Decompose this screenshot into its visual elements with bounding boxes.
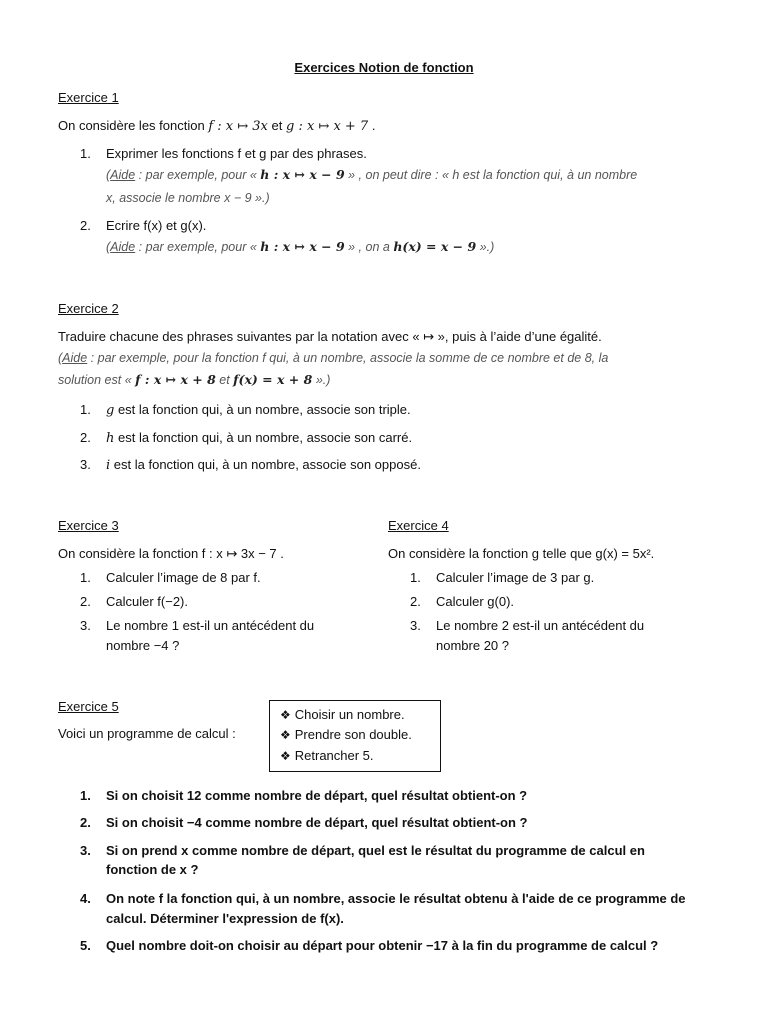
aide-text: solution est « xyxy=(58,373,136,387)
exercise-3-item xyxy=(80,594,188,610)
exercise-2-item xyxy=(80,402,411,419)
item-text: Si on prend x comme nombre de départ, quel est le résultat du programme de calcul en xyxy=(106,843,645,858)
q-text: Ecrire f(x) et g(x). xyxy=(106,218,207,233)
aide-text: : par exemple, pour « xyxy=(135,168,261,182)
program-step-text: Choisir un nombre. xyxy=(294,707,405,722)
item-text: est la fonction qui, à un nombre, associe son carré. xyxy=(118,430,413,445)
aide-text: ».) xyxy=(312,373,331,387)
item-text: Calculer l’image de 3 par g. xyxy=(436,570,595,585)
item-text: Le nombre 1 est-il un antécédent du xyxy=(106,618,315,633)
exercise-3-intro: On considère la fonction f : x ↦ 3x − 7 . xyxy=(58,546,284,561)
item-number: 2. xyxy=(80,815,91,830)
intro-end: . xyxy=(371,118,376,133)
item-number: 2. xyxy=(410,594,421,609)
item-text: Calculer l’image de 8 par f. xyxy=(106,570,261,585)
item-text: On note f la fonction qui, à un nombre, associe le résultat obtenu à l'aide de ce programme de xyxy=(106,891,686,906)
exercise-1-intro xyxy=(58,118,375,135)
exercise-3-item-cont: nombre −4 ? xyxy=(106,638,180,653)
exercise-4-intro: On considère la fonction g telle que g(x) = 5x². xyxy=(388,546,655,561)
aide-open: ( xyxy=(106,168,111,182)
aide-text: » , on a xyxy=(344,240,394,254)
exercise-2-aide-line2 xyxy=(58,372,330,388)
item-text: Quel nombre doit-on choisir au départ pour obtenir −17 à la fin du programme de calcul ? xyxy=(106,938,659,953)
item-number: 4. xyxy=(80,891,91,906)
exercise-5-item-cont: fonction de x ? xyxy=(106,862,199,877)
diamond-bullet-icon: ❖ xyxy=(280,708,291,722)
aide-text: » , on peut dire : « h est la fonction qui, à un nombre xyxy=(344,168,638,182)
exercise-5-item-cont: calcul. Déterminer l'expression de f(x). xyxy=(106,911,344,926)
exercise-1-q1-aide-line1 xyxy=(106,167,637,183)
exercise-5-intro: Voici un programme de calcul : xyxy=(58,726,236,741)
exercise-1-heading: Exercice 1 xyxy=(58,90,119,105)
item-text: Le nombre 2 est-il un antécédent du xyxy=(436,618,645,633)
exercise-5-item xyxy=(80,891,686,907)
exercise-5-item xyxy=(80,788,527,804)
exercise-5-item xyxy=(80,843,645,859)
q-number: 1. xyxy=(80,146,91,161)
aide-label: Aide xyxy=(110,168,136,182)
item-text: est la fonction qui, à un nombre, associe son opposé. xyxy=(113,457,421,472)
item-number: 1. xyxy=(410,570,421,585)
exercise-2-aide-line1 xyxy=(58,350,608,366)
item-number: 1. xyxy=(80,402,91,417)
aide-open: ( xyxy=(58,351,63,365)
exercise-3-item xyxy=(80,618,314,634)
aide-text: ».) xyxy=(476,240,495,254)
exercise-2-item xyxy=(80,430,412,447)
item-text: Calculer g(0). xyxy=(436,594,515,609)
exercise-5-item xyxy=(80,938,658,954)
aide-math: h(x) = x − 9 xyxy=(393,239,477,254)
intro-text: On considère les fonction xyxy=(58,118,205,133)
aide-math: f : x ↦ x + 8 xyxy=(135,372,216,387)
item-number: 1. xyxy=(80,788,91,803)
exercise-4-item-cont: nombre 20 ? xyxy=(436,638,509,653)
exercise-2-item xyxy=(80,457,421,474)
exercise-4-item xyxy=(410,618,644,634)
diamond-bullet-icon: ❖ xyxy=(280,749,291,763)
intro-et: et xyxy=(271,118,283,133)
item-number: 2. xyxy=(80,594,91,609)
item-number: 1. xyxy=(80,570,91,585)
aide-open: ( xyxy=(106,240,111,254)
aide-text: : par exemple, pour « xyxy=(135,240,261,254)
function-g-def: g : x ↦ x + 7 xyxy=(285,119,369,134)
item-var: h xyxy=(106,431,115,446)
item-number: 3. xyxy=(80,457,91,472)
item-text: Calculer f(−2). xyxy=(106,594,188,609)
exercise-1-q2 xyxy=(80,218,206,234)
exercise-4-item xyxy=(410,594,514,610)
program-step xyxy=(280,707,405,723)
aide-text: : par exemple, pour la fonction f qui, à un nombre, associe la somme de ce nombre et de 8, la xyxy=(87,351,609,365)
exercise-1-q1-aide-line2: x, associe le nombre x − 9 ».) xyxy=(106,191,270,205)
item-var: g xyxy=(106,403,115,418)
aide-label: Aide xyxy=(62,351,88,365)
q-text: Exprimer les fonctions f et g par des phrases. xyxy=(106,146,367,161)
item-text: Si on choisit −4 comme nombre de départ, quel résultat obtient-on ? xyxy=(106,815,528,830)
exercise-3-heading: Exercice 3 xyxy=(58,518,119,533)
exercise-4-item xyxy=(410,570,594,586)
program-step xyxy=(280,727,412,743)
q-number: 2. xyxy=(80,218,91,233)
aide-math: h : x ↦ x − 9 xyxy=(260,239,345,254)
exercise-5-heading: Exercice 5 xyxy=(58,699,119,714)
exercise-4-heading: Exercice 4 xyxy=(388,518,449,533)
calc-program-box xyxy=(269,700,441,772)
aide-math: f(x) = x + 8 xyxy=(233,372,313,387)
aide-label: Aide xyxy=(110,240,136,254)
aide-math: h : x ↦ x − 9 xyxy=(260,167,345,182)
exercise-1-q2-aide xyxy=(106,239,494,255)
exercise-2-intro: Traduire chacune des phrases suivantes par la notation avec « ↦ », puis à l’aide d’une égalité. xyxy=(58,329,602,344)
diamond-bullet-icon: ❖ xyxy=(280,728,291,742)
item-number: 5. xyxy=(80,938,91,953)
item-var: i xyxy=(106,458,111,473)
program-step-text: Retrancher 5. xyxy=(294,748,374,763)
page-title: Exercices Notion de fonction xyxy=(294,60,474,75)
exercise-1-q1 xyxy=(80,146,367,162)
item-number: 2. xyxy=(80,430,91,445)
item-number: 3. xyxy=(80,843,91,858)
function-f-def: f : x ↦ 3x xyxy=(208,119,268,134)
aide-text: et xyxy=(215,373,234,387)
item-number: 3. xyxy=(410,618,421,633)
item-number: 3. xyxy=(80,618,91,633)
exercise-5-item xyxy=(80,815,527,831)
program-step-text: Prendre son double. xyxy=(294,727,412,742)
item-text: est la fonction qui, à un nombre, associe son triple. xyxy=(117,402,411,417)
exercise-3-item xyxy=(80,570,261,586)
item-text: Si on choisit 12 comme nombre de départ, quel résultat obtient-on ? xyxy=(106,788,528,803)
program-step xyxy=(280,748,374,764)
exercise-2-heading: Exercice 2 xyxy=(58,301,119,316)
